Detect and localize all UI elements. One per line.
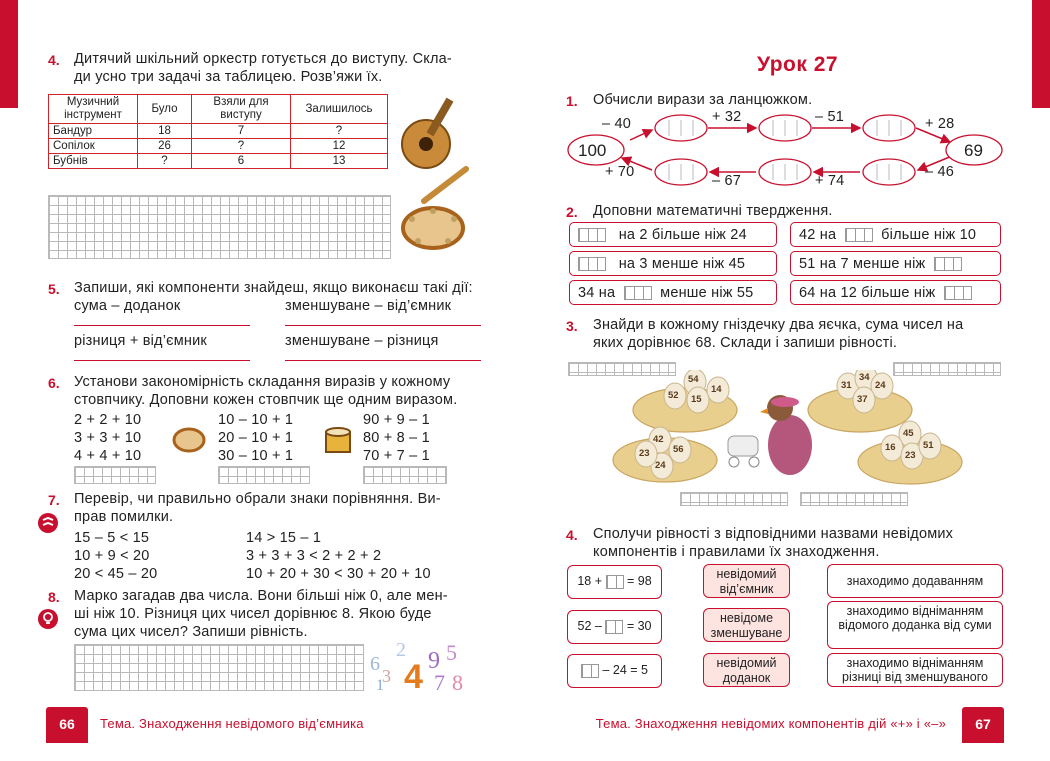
expr-column-3: 90 + 9 – 1 80 + 8 – 1 70 + 7 – 1 bbox=[363, 412, 430, 464]
lesson-title: Урок 27 bbox=[756, 53, 839, 76]
task-number: 5. bbox=[48, 281, 60, 297]
task-1-text: Обчисли вирази за ланцюжком. bbox=[593, 92, 813, 108]
egg-number: 56 bbox=[673, 444, 684, 455]
drum-icon bbox=[323, 426, 353, 456]
chain-op: + 74 bbox=[815, 173, 845, 189]
table-row: Бандур 18 7 ? bbox=[49, 124, 388, 139]
egg-number: 51 bbox=[923, 440, 934, 451]
egg-number: 45 bbox=[903, 428, 914, 439]
task-number: 2. bbox=[566, 204, 578, 220]
task-4-text: Сполучи рівності з відповідними назвами невідомих компонентів і правилами їх знаходження. bbox=[593, 526, 954, 560]
rule-box[interactable]: знаходимо додаванням bbox=[827, 564, 1003, 598]
compare-column-2: 14 > 15 – 1 3 + 3 + 3 < 2 + 2 + 2 10 + 20 + 30 < 30 + 20 + 10 bbox=[246, 530, 431, 582]
unknown-cell bbox=[605, 620, 623, 634]
answer-grid[interactable] bbox=[74, 644, 364, 691]
answer-line[interactable] bbox=[74, 325, 250, 326]
statement-box: 51 на 7 менше ніж bbox=[790, 251, 1001, 276]
task-number: 8. bbox=[48, 589, 60, 605]
chain-op: – 46 bbox=[925, 164, 955, 180]
answer-line[interactable] bbox=[74, 360, 250, 361]
egg-number: 15 bbox=[691, 394, 702, 405]
answer-grid[interactable] bbox=[74, 466, 156, 484]
svg-text:3: 3 bbox=[382, 666, 391, 686]
svg-text:7: 7 bbox=[434, 670, 445, 692]
egg-number: 52 bbox=[668, 390, 679, 401]
egg-number: 37 bbox=[857, 394, 868, 405]
answer-line[interactable] bbox=[285, 325, 481, 326]
answer-cell[interactable] bbox=[944, 286, 972, 300]
compare-column-1: 15 – 5 < 15 10 + 9 < 20 20 < 45 – 20 bbox=[74, 530, 158, 582]
flute-illustration bbox=[420, 165, 470, 205]
answer-grid[interactable] bbox=[48, 195, 391, 259]
equation-box[interactable]: – 24 = 5 bbox=[567, 654, 662, 688]
egg-number: 24 bbox=[655, 460, 666, 471]
chain-op: – 40 bbox=[602, 116, 632, 132]
equation-box[interactable]: 18 + = 98 bbox=[567, 565, 662, 599]
difficulty-icon bbox=[37, 512, 59, 534]
table-row: Бубнів ? 6 13 bbox=[49, 154, 388, 169]
svg-text:4: 4 bbox=[404, 658, 423, 692]
instrument-table bbox=[48, 94, 388, 169]
answer-cell[interactable] bbox=[624, 286, 652, 300]
task-7-text: Перевір, чи правильно обрали знаки порівняння. Ви- прав помилки. bbox=[74, 491, 441, 525]
svg-text:6: 6 bbox=[370, 653, 380, 675]
task-4-text: Дитячий шкільний оркестр готується до виступу. Скла- ди усно три задачі за таблицею. Розв’яжи їх. bbox=[74, 51, 452, 85]
tambourine-icon bbox=[172, 426, 206, 454]
chain-op: + 28 bbox=[925, 116, 955, 132]
numbers-illustration bbox=[368, 636, 480, 692]
component-name-box[interactable]: невідоме зменшуване bbox=[703, 608, 790, 642]
table-header: Музичний інструмент Було Взяли для виступу Залишилось bbox=[49, 95, 388, 124]
statement-box: на 2 більше ніж 24 bbox=[569, 222, 777, 247]
chain-op: – 51 bbox=[815, 109, 845, 125]
answer-cell[interactable] bbox=[578, 228, 606, 242]
expr-column-1: 2 + 2 + 10 3 + 3 + 10 4 + 4 + 10 bbox=[74, 412, 142, 464]
lightbulb-icon bbox=[37, 608, 59, 630]
task-5-item: різниця + від’ємник bbox=[74, 333, 207, 349]
statement-box: на 3 менше ніж 45 bbox=[569, 251, 777, 276]
task-6-text: Установи закономірність складання виразів у кожному стовпчику. Доповни кожен стовпчик ще одним виразом. bbox=[74, 374, 458, 408]
task-5-item: зменшуване – різниця bbox=[285, 333, 439, 349]
task-number: 7. bbox=[48, 492, 60, 508]
egg-number: 42 bbox=[653, 434, 664, 445]
answer-cell[interactable] bbox=[578, 257, 606, 271]
task-number: 6. bbox=[48, 375, 60, 391]
rule-box[interactable]: знаходимо відніманням відомого доданка від суми bbox=[827, 601, 1003, 649]
page-number-badge: 66 bbox=[46, 707, 88, 743]
answer-grid[interactable] bbox=[363, 466, 447, 484]
rule-box[interactable]: знаходимо відніманням різниці від зменшуваного bbox=[827, 653, 1003, 687]
task-5-item: сума – доданок bbox=[74, 298, 181, 314]
chain-op: + 32 bbox=[712, 109, 742, 125]
egg-number: 23 bbox=[639, 448, 650, 459]
statement-box: 34 на менше ніж 55 bbox=[569, 280, 777, 305]
answer-cell[interactable] bbox=[845, 228, 873, 242]
footer-topic: Тема. Знаходження невідомого від’ємника bbox=[100, 716, 364, 731]
chain-end-value: 69 bbox=[964, 141, 983, 160]
statement-box: 42 на більше ніж 10 bbox=[790, 222, 1001, 247]
page-number-badge: 67 bbox=[962, 707, 1004, 743]
egg-number: 54 bbox=[688, 374, 699, 385]
table-row: Сопілок 26 ? 12 bbox=[49, 139, 388, 154]
egg-number: 31 bbox=[841, 380, 852, 391]
statement-box: 64 на 12 більше ніж bbox=[790, 280, 1001, 305]
task-number: 4. bbox=[566, 527, 578, 543]
egg-number: 16 bbox=[885, 442, 896, 453]
task-5-item: зменшуване – від’ємник bbox=[285, 298, 452, 314]
egg-number: 14 bbox=[711, 384, 722, 395]
bandura-illustration bbox=[396, 92, 466, 172]
chain-op: + 70 bbox=[605, 164, 635, 180]
svg-text:2: 2 bbox=[396, 639, 406, 661]
equation-box[interactable]: 52 – = 30 bbox=[567, 610, 662, 644]
expr-column-2: 10 – 10 + 1 20 – 10 + 1 30 – 10 + 1 bbox=[218, 412, 294, 464]
chain-op: – 67 bbox=[712, 173, 742, 189]
component-name-box[interactable]: невідомий від’ємник bbox=[703, 564, 790, 598]
component-name-box[interactable]: невідомий доданок bbox=[703, 653, 790, 687]
chain-start-value: 100 bbox=[578, 141, 607, 160]
unknown-cell bbox=[581, 664, 599, 678]
nests-illustration bbox=[610, 370, 970, 495]
svg-text:1: 1 bbox=[376, 677, 384, 692]
svg-text:5: 5 bbox=[446, 640, 457, 665]
tambourine-illustration bbox=[398, 203, 468, 253]
task-number: 1. bbox=[566, 93, 578, 109]
task-8-text: Марко загадав два числа. Вони більші ніж 0, але мен- ші ніж 10. Різниця цих чисел дорівнює 8. Якою буде сума цих чисел? Запиши рівність. bbox=[74, 588, 448, 640]
task-5-text: Запиши, які компоненти знайдеш, якщо виконаєш такі дії: bbox=[74, 280, 473, 296]
answer-grid[interactable] bbox=[218, 466, 310, 484]
unknown-cell bbox=[606, 575, 624, 589]
egg-number: 34 bbox=[859, 372, 870, 383]
task-2-text: Доповни математичні твердження. bbox=[593, 203, 833, 219]
task-number: 3. bbox=[566, 318, 578, 334]
egg-number: 24 bbox=[875, 380, 886, 391]
task-3-text: Знайди в кожному гніздечку два яєчка, сума чисел на яких дорівнює 68. Склади і запиши рівності. bbox=[593, 317, 964, 351]
lesson-title-wrap bbox=[0, 53, 1050, 77]
svg-text:8: 8 bbox=[452, 670, 463, 692]
answer-line[interactable] bbox=[285, 360, 481, 361]
svg-text:9: 9 bbox=[428, 648, 440, 674]
answer-cell[interactable] bbox=[934, 257, 962, 271]
egg-number: 23 bbox=[905, 450, 916, 461]
task-number: 4. bbox=[48, 52, 60, 68]
footer-topic: Тема. Знаходження невідомих компонентів дій «+» і «–» bbox=[595, 716, 946, 731]
